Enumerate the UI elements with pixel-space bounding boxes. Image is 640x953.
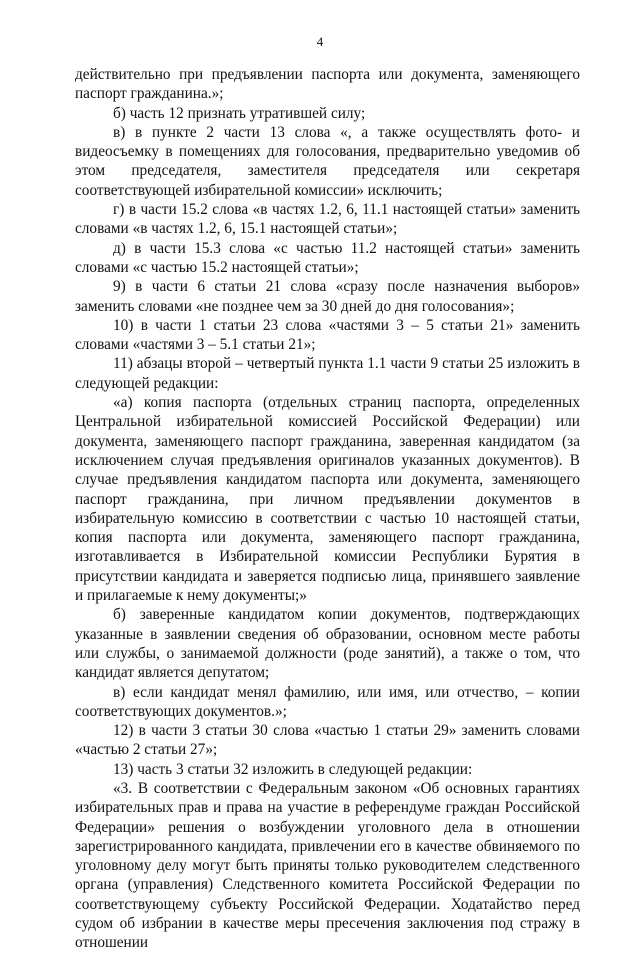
paragraph: в) в пункте 2 части 13 слова «, а также осуществлять фото- и видеосъемку в помещениях для голосования, предварительно уведомив об этом председателя, заместителя председателя или секретаря соответствующей избирательной комиссии» исключить; [75, 123, 580, 199]
page-number: 4 [316, 34, 324, 49]
paragraph: б) часть 12 признать утратившей силу; [113, 104, 366, 122]
paragraph: 11) абзацы второй – четвертый пункта 1.1 части 9 статьи 25 изложить в следующей редакции: [75, 355, 580, 392]
paragraph: «а) копия паспорта (отдельных страниц паспорта, определенных Центральной избирательной комиссией Российской Федерации) или документа, заменяющего паспорт гражданина, заверенная кандидатом (за исключением случая предъявления оригиналов указанных документов). В случае предъявления кандидатом паспорта или документа, заменяющего паспорт гражданина, при личном предъявлении документов в избирательную комиссию в соответствии с частью 10 настоящей статьи, копия паспорта или документа, заменяющего паспорт гражданина, изготавливается в Избирательной комиссии Республики Бурятия в присутствии кандидата и заверяется подписью лица, принявшего заявление и прилагаемые к нему документы;» [75, 394, 580, 605]
paragraph: 10) в части 1 статьи 23 слова «частями 3 – 5 статьи 21» заменить словами «частями 3 – 5.1 статьи 21»; [75, 316, 580, 354]
paragraph: 13) часть 3 статьи 32 изложить в следующей редакции: [113, 760, 473, 778]
paragraph: 9) в части 6 статьи 21 слова «сразу после назначения выборов» заменить словами «не позднее чем за 30 дней до дня голосования»; [75, 278, 580, 315]
paragraph: «3. В соответствии с Федеральным законом «Об основных гарантиях избирательных прав и права на участие в референдуме граждан Российской Федерации» решения о возбуждении уголовного дела в отношении зарегистрированного кандидата, привлечении его в качестве обвиняемого по уголовному делу могут быть приняты только руководителем следственного органа (управления) Следственного комитета Российской Федерации по соответствующему субъекту Российской Федерации. Ходатайство перед судом об избрании в качестве меры пресечения заключения под стражу в отношении [75, 779, 580, 952]
paragraph: д) в части 15.3 слова «с частью 11.2 настоящей статьи» заменить словами «с частью 15.2 настоящей статьи»; [75, 239, 580, 276]
paragraph: 12) в части 3 статьи 30 слова «частью 1 статьи 29» заменить словами «частью 2 статьи 27»; [75, 722, 580, 759]
paragraph: г) в части 15.2 слова «в частях 1.2, 6, 11.1 настоящей статьи» заменить словами «в частях 1.2, 6, 15.1 настоящей статьи»; [75, 201, 580, 238]
paragraph: б) заверенные кандидатом копии документов, подтверждающих указанные в заявлении сведения об образовании, основном месте работы или службы, о занимаемой должности (роде занятий), а также о том, что кандидат является депутатом; [75, 606, 580, 682]
paragraph: в) если кандидат менял фамилию, или имя, или отчество, – копии соответствующих документов.»; [75, 683, 580, 720]
paragraph: действительно при предъявлении паспорта или документа, заменяющего паспорт гражданина.»; [75, 66, 580, 103]
document-body [75, 65, 580, 953]
